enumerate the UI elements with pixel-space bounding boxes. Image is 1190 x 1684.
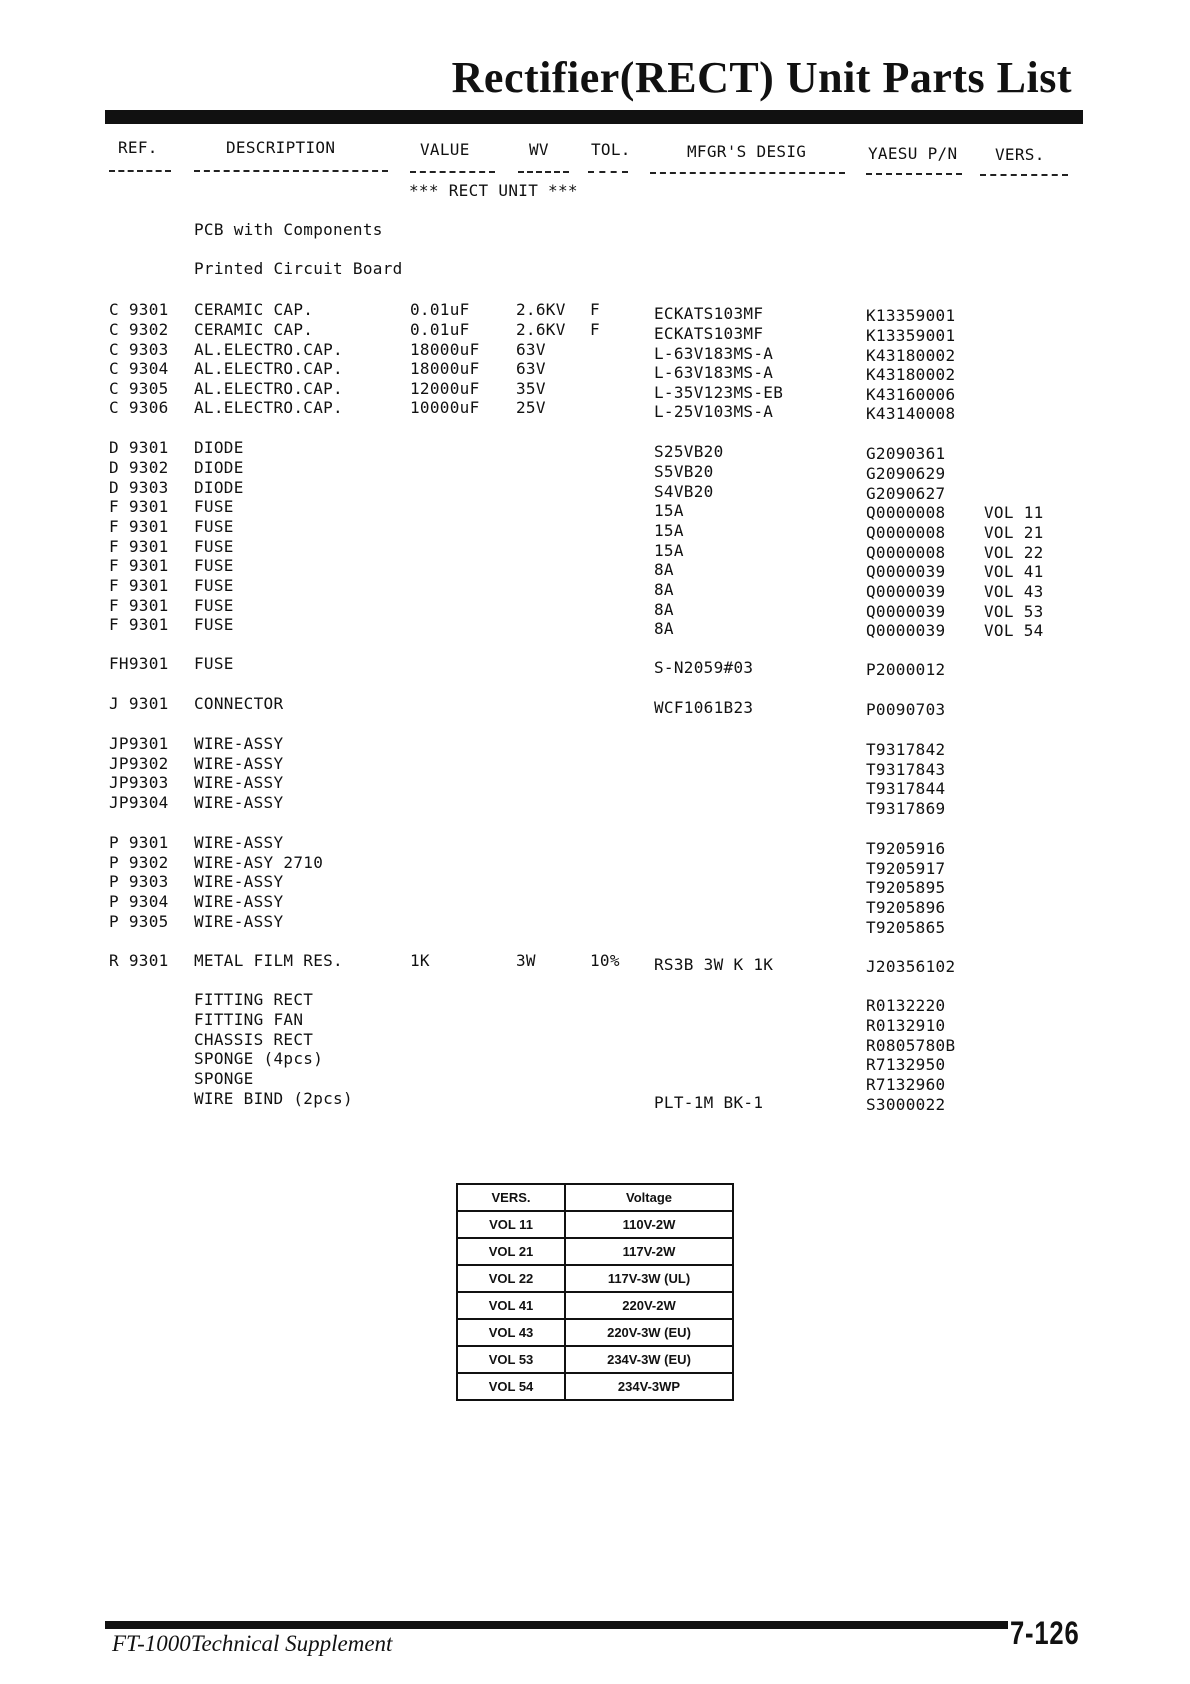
part-ref: F 9301 [109,556,169,575]
part-yaesu-pn: Q0000039 [866,582,946,601]
version-code: VOL 43 [457,1319,565,1346]
part-yaesu-pn: Q0000039 [866,562,946,581]
part-wv: 25V [516,398,546,417]
part-wv: 63V [516,340,546,359]
header-underline [194,170,388,172]
part-yaesu-pn: K43180002 [866,365,956,384]
part-ref: C 9306 [109,398,169,417]
part-wv: 35V [516,379,546,398]
part-ref: P 9304 [109,892,169,911]
part-ref: F 9301 [109,576,169,595]
part-description: CERAMIC CAP. [194,300,314,319]
note-board: Printed Circuit Board [194,259,403,278]
part-description: SPONGE [194,1069,254,1088]
part-yaesu-pn: R0805780B [866,1036,956,1055]
part-description: WIRE-ASY 2710 [194,853,324,872]
part-description: METAL FILM RES. [194,951,343,970]
version-row [457,1346,733,1373]
part-mfgr: 8A [654,619,674,638]
part-mfgr: RS3B 3W K 1K [654,955,774,974]
footer-title: FT-1000Technical Supplement [112,1631,393,1656]
part-description: FUSE [194,517,234,536]
part-description: WIRE-ASSY [194,872,284,891]
part-ref: C 9302 [109,320,169,339]
page-number: 7-126 [1010,1615,1080,1651]
part-mfgr: ECKATS103MF [654,324,764,343]
part-ref: J 9301 [109,694,169,713]
part-ref: C 9304 [109,359,169,378]
part-yaesu-pn: G2090627 [866,484,946,503]
part-yaesu-pn: P0090703 [866,700,946,719]
version-header-voltage: Voltage [565,1184,733,1211]
header-yaesu-pn: YAESU P/N [868,144,958,163]
section-title: *** RECT UNIT *** [409,181,578,200]
version-voltage: 110V-2W [565,1211,733,1238]
part-ref: C 9303 [109,340,169,359]
part-description: SPONGE (4pcs) [194,1049,324,1068]
version-row [457,1319,733,1346]
part-mfgr: 8A [654,560,674,579]
part-description: AL.ELECTRO.CAP. [194,398,343,417]
part-description: FITTING FAN [194,1010,304,1029]
part-value: 10000uF [410,398,480,417]
part-description: FUSE [194,615,234,634]
version-row [457,1265,733,1292]
part-yaesu-pn: R7132960 [866,1075,946,1094]
part-value: 18000uF [410,359,480,378]
part-description: CERAMIC CAP. [194,320,314,339]
part-vers: VOL 41 [984,562,1044,581]
part-yaesu-pn: K43140008 [866,404,956,423]
version-code: VOL 54 [457,1373,565,1400]
version-table-header [457,1184,733,1211]
part-yaesu-pn: Q0000008 [866,543,946,562]
footer-rule [105,1621,1008,1629]
part-value: 18000uF [410,340,480,359]
part-vers: VOL 11 [984,503,1044,522]
header-description: DESCRIPTION [226,138,336,157]
version-voltage: 117V-3W (UL) [565,1265,733,1292]
part-mfgr: 8A [654,580,674,599]
version-code: VOL 41 [457,1292,565,1319]
part-yaesu-pn: P2000012 [866,660,946,679]
part-yaesu-pn: T9317843 [866,760,946,779]
version-voltage: 220V-2W [565,1292,733,1319]
part-yaesu-pn: Q0000008 [866,523,946,542]
part-wv: 3W [516,951,536,970]
part-description: WIRE-ASSY [194,793,284,812]
part-ref: F 9301 [109,615,169,634]
header-underline [410,171,495,173]
part-yaesu-pn: T9317844 [866,779,946,798]
part-description: CHASSIS RECT [194,1030,314,1049]
part-description: FUSE [194,497,234,516]
part-tol: F [590,300,600,319]
part-value: 0.01uF [410,300,470,319]
part-ref: D 9303 [109,478,169,497]
part-ref: JP9301 [109,734,169,753]
version-code: VOL 11 [457,1211,565,1238]
part-mfgr: 8A [654,600,674,619]
part-ref: D 9301 [109,438,169,457]
part-yaesu-pn: K13359001 [866,306,956,325]
version-voltage: 234V-3W (EU) [565,1346,733,1373]
part-ref: P 9301 [109,833,169,852]
header-underline [980,174,1068,176]
part-mfgr: 15A [654,541,684,560]
part-description: FUSE [194,596,234,615]
part-tol: F [590,320,600,339]
part-yaesu-pn: T9205865 [866,918,946,937]
part-vers: VOL 43 [984,582,1044,601]
version-voltage: 234V-3WP [565,1373,733,1400]
version-code: VOL 53 [457,1346,565,1373]
version-voltage: 117V-2W [565,1238,733,1265]
part-mfgr: S4VB20 [654,482,714,501]
part-yaesu-pn: G2090361 [866,444,946,463]
version-row [457,1292,733,1319]
note-pcb: PCB with Components [194,220,383,239]
part-mfgr: S25VB20 [654,442,724,461]
part-description: WIRE-ASSY [194,892,284,911]
part-ref: JP9304 [109,793,169,812]
part-wv: 2.6KV [516,300,566,319]
version-code: VOL 22 [457,1265,565,1292]
version-header-vers: VERS. [457,1184,565,1211]
part-yaesu-pn: R0132220 [866,996,946,1015]
header-underline [518,171,569,173]
version-table [456,1183,734,1401]
part-description: FUSE [194,556,234,575]
part-description: CONNECTOR [194,694,284,713]
part-yaesu-pn: G2090629 [866,464,946,483]
part-description: FUSE [194,654,234,673]
part-description: AL.ELECTRO.CAP. [194,340,343,359]
part-description: DIODE [194,458,244,477]
part-ref: JP9302 [109,754,169,773]
part-ref: F 9301 [109,537,169,556]
part-ref: C 9305 [109,379,169,398]
part-mfgr: S-N2059#03 [654,658,754,677]
part-yaesu-pn: Q0000008 [866,503,946,522]
header-underline [650,172,845,174]
header-vers: VERS. [995,145,1045,164]
title-rule [105,110,1083,124]
header-tol: TOL. [591,140,631,159]
part-yaesu-pn: K43160006 [866,385,956,404]
version-row [457,1373,733,1400]
part-description: WIRE-ASSY [194,734,284,753]
header-underline [109,170,171,172]
part-yaesu-pn: Q0000039 [866,602,946,621]
part-mfgr: L-35V123MS-EB [654,383,784,402]
header-value: VALUE [420,140,470,159]
part-description: AL.ELECTRO.CAP. [194,359,343,378]
part-yaesu-pn: K13359001 [866,326,956,345]
part-mfgr: 15A [654,501,684,520]
part-ref: P 9303 [109,872,169,891]
header-underline [588,171,628,173]
part-description: WIRE-ASSY [194,754,284,773]
part-yaesu-pn: T9205917 [866,859,946,878]
part-yaesu-pn: J20356102 [866,957,956,976]
part-description: WIRE-ASSY [194,773,284,792]
header-wv: WV [529,140,549,159]
part-vers: VOL 21 [984,523,1044,542]
part-value: 12000uF [410,379,480,398]
part-yaesu-pn: T9317869 [866,799,946,818]
part-yaesu-pn: R0132910 [866,1016,946,1035]
header-underline [866,173,962,175]
version-code: VOL 21 [457,1238,565,1265]
part-ref: F 9301 [109,497,169,516]
part-mfgr: ECKATS103MF [654,304,764,323]
part-description: WIRE-ASSY [194,833,284,852]
part-mfgr: WCF1061B23 [654,698,754,717]
part-yaesu-pn: T9205895 [866,878,946,897]
part-value: 1K [410,951,430,970]
part-yaesu-pn: S3000022 [866,1095,946,1114]
part-yaesu-pn: T9317842 [866,740,946,759]
part-wv: 63V [516,359,546,378]
part-yaesu-pn: R7132950 [866,1055,946,1074]
part-ref: D 9302 [109,458,169,477]
part-ref: F 9301 [109,596,169,615]
part-description: DIODE [194,478,244,497]
part-description: WIRE-ASSY [194,912,284,931]
part-ref: JP9303 [109,773,169,792]
part-mfgr: S5VB20 [654,462,714,481]
part-ref: FH9301 [109,654,169,673]
part-mfgr: PLT-1M BK-1 [654,1093,764,1112]
part-description: AL.ELECTRO.CAP. [194,379,343,398]
header-mfgr: MFGR'S DESIG [687,142,807,161]
part-ref: F 9301 [109,517,169,536]
part-yaesu-pn: T9205916 [866,839,946,858]
part-mfgr: L-63V183MS-A [654,344,774,363]
part-vers: VOL 53 [984,602,1044,621]
part-yaesu-pn: T9205896 [866,898,946,917]
version-row [457,1211,733,1238]
part-description: FUSE [194,576,234,595]
part-description: FITTING RECT [194,990,314,1009]
part-vers: VOL 22 [984,543,1044,562]
part-value: 0.01uF [410,320,470,339]
part-description: DIODE [194,438,244,457]
part-mfgr: L-25V103MS-A [654,402,774,421]
part-mfgr: 15A [654,521,684,540]
version-row [457,1238,733,1265]
page-title: Rectifier(RECT) Unit Parts List [451,53,1072,102]
part-ref: P 9305 [109,912,169,931]
part-mfgr: L-63V183MS-A [654,363,774,382]
part-ref: P 9302 [109,853,169,872]
part-yaesu-pn: Q0000039 [866,621,946,640]
header-ref: REF. [118,138,158,157]
part-description: WIRE BIND (2pcs) [194,1089,353,1108]
part-vers: VOL 54 [984,621,1044,640]
part-wv: 2.6KV [516,320,566,339]
part-tol: 10% [590,951,620,970]
part-ref: R 9301 [109,951,169,970]
version-voltage: 220V-3W (EU) [565,1319,733,1346]
part-yaesu-pn: K43180002 [866,346,956,365]
part-ref: C 9301 [109,300,169,319]
part-description: FUSE [194,537,234,556]
